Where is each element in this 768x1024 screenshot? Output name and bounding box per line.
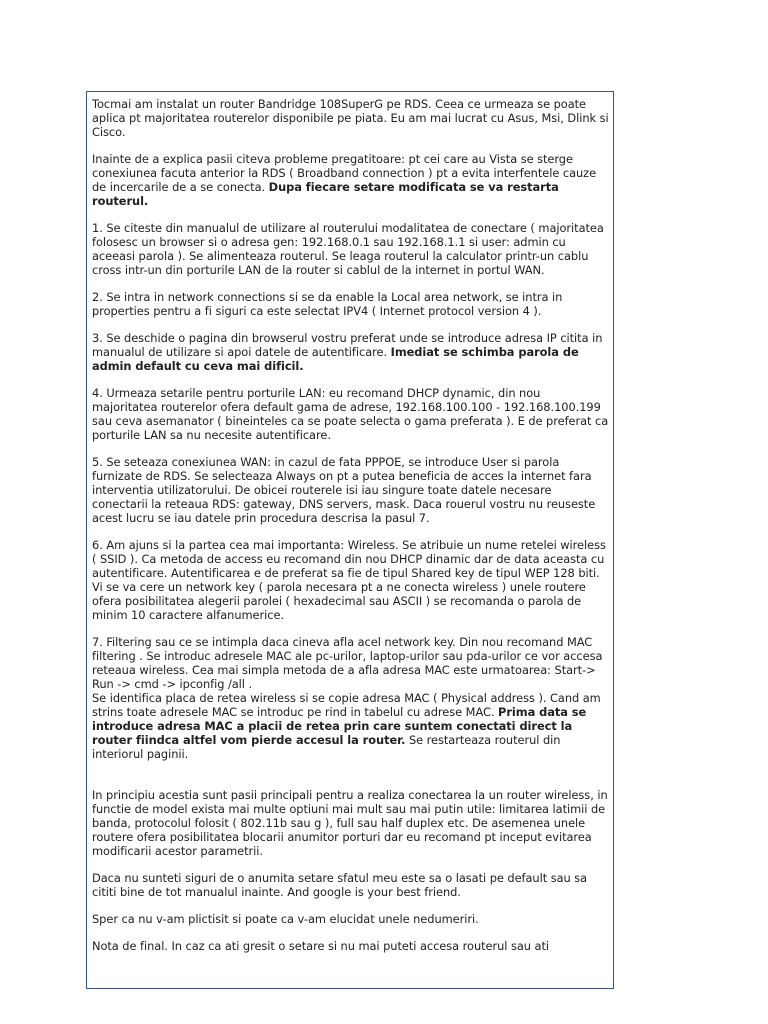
paragraph-text: Nota de final. In caz ca ati gresit o setare si nu mai puteti accesa routerul sau ati: [92, 939, 549, 953]
paragraph-text: Sper ca nu v-am plictisit si poate ca v-am elucidat unele nedumeriri.: [92, 912, 479, 926]
paragraph-12: [92, 912, 609, 926]
paragraph-2: [92, 152, 609, 208]
paragraph-text: Se identifica placa de retea wireless si se copie adresa MAC ( Physical address ). Cand am strins toate adresele MAC se introduc pe rind in tabelul cu adrese MAC.: [92, 691, 601, 719]
paragraph-6: [92, 386, 609, 442]
paragraph-5: [92, 331, 609, 373]
paragraph-9: [92, 635, 609, 761]
bold-text: Dupa fiecare setare modificata se va restarta routerul.: [92, 180, 559, 208]
paragraph-7: [92, 455, 609, 525]
paragraph-text: In principiu acestia sunt pasii principali pentru a realiza conectarea la un router wireless, in functie de model exista mai multe optiuni mai mult sau mai putin utile: limitarea latimii de banda, protocolul folosit ( 802.11b sau g ), full sau half duplex etc. De asemenea unele routere ofera posibilitatea blocarii anumitor porturi dar eu recomand pt inceput evitarea modificarii acestor parametrii.: [92, 788, 608, 858]
paragraph-8: [92, 538, 609, 622]
paragraph-4: [92, 290, 609, 318]
paragraph-text: 4. Urmeaza setarile pentru porturile LAN: eu recomand DHCP dynamic, din nou majoritatea routerelor ofera default gama de adrese, 192.168.100.100 - 192.168.100.199 sau ceva asemanator ( bineinteles ca se poate selecta o gama preferata ). E de preferat ca porturile LAN sa nu necesite autentificare.: [92, 386, 609, 442]
paragraph-text: 2. Se intra in network connections si se da enable la Local area network, se intra in properties pentru a fi siguri ca este selectat IPV4 ( Internet protocol version 4 ).: [92, 290, 563, 318]
paragraph-text: 6. Am ajuns si la partea cea mai importanta: Wireless. Se atribuie un nume retelei wireless ( SSID ). Ca metoda de access eu recomand din nou DHCP dinamic dar de data aceasta cu autentificare. Autentificarea e de preferat sa fie de tipul Shared key de tipul WEP 128 biti. Vi se va cere un network key ( parola necesara pt a ne conecta wireless ) unele routere ofera posibilitatea alegerii parolei ( hexadecimal sau ASCII ) se recomanda o parola de minim 10 caractere alfanumerice.: [92, 538, 606, 622]
paragraph-text: Se restarteaza routerul din interiorul paginii.: [92, 733, 561, 761]
document-body: [92, 97, 609, 953]
paragraph-text: 7. Filtering sau ce se intimpla daca cineva afla acel network key. Din nou recomand MAC filtering . Se introduc adresele MAC ale pc-urilor, laptop-urilor sau pda-urilor ce vor accesa reteaua wireless. Cea mai simpla metoda de a afla adresa MAC este urmatoarea: Start-> Run -> cmd -> ipconfig /all .: [92, 635, 603, 691]
paragraph-10: [92, 788, 609, 858]
bold-text: Imediat se schimba parola de admin default cu ceva mai dificil.: [92, 345, 579, 373]
paragraph-text: Daca nu sunteti siguri de o anumita setare sfatul meu este sa o lasati pe default sau sa cititi bine de tot manualul inainte. And google is your best friend.: [92, 871, 588, 899]
paragraph-text: Inainte de a explica pasii citeva probleme pregatitoare: pt cei care au Vista se sterge conexiunea facuta anterior la RDS ( Broadband connection ) pt a evita interfentele cauze de incercarile de a se conecta.: [92, 152, 597, 194]
paragraph-1: [92, 97, 609, 139]
paragraph-text: 3. Se deschide o pagina din browserul vostru preferat unde se introduce adresa IP citita in manualul de utilizare si apoi datele de autentificare.: [92, 331, 603, 359]
paragraph-11: [92, 871, 609, 899]
paragraph-13: [92, 939, 609, 953]
paragraph-3: [92, 221, 609, 277]
paragraph-text: Tocmai am instalat un router Bandridge 108SuperG pe RDS. Ceea ce urmeaza se poate aplica pt majoritatea routerelor disponibile pe piata. Eu am mai lucrat cu Asus, Msi, Dlink si Cisco.: [92, 97, 609, 139]
paragraph-text: 1. Se citeste din manualul de utilizare al routerului modalitatea de conectare ( majoritatea folosesc un browser si o adresa gen: 192.168.0.1 sau 192.168.1.1 si user: admin cu aceeasi parola ). Se alimenteaza routerul. Se leaga routerul la calculator printr-un cablu cross intr-un din porturile LAN de la router si cablul de la internet in portul WAN.: [92, 221, 604, 277]
paragraph-text: 5. Se seteaza conexiunea WAN: in cazul de fata PPPOE, se introduce User si parola furnizate de RDS. Se selecteaza Always on pt a putea beneficia de acces la internet fara interventia utilizatorului. De obicei routerele isi iau singure toate datele necesare conectarii la reteaua RDS: gateway, DNS servers, mask. Daca rouerul vostru nu reuseste acest lucru se iau datele prin procedura descrisa la pasul 7.: [92, 455, 596, 525]
document-frame: [86, 91, 614, 989]
bold-text: Prima data se introduce adresa MAC a placii de retea prin care suntem conectati direct la router fiindca altfel vom pierde accesul la router.: [92, 705, 587, 747]
